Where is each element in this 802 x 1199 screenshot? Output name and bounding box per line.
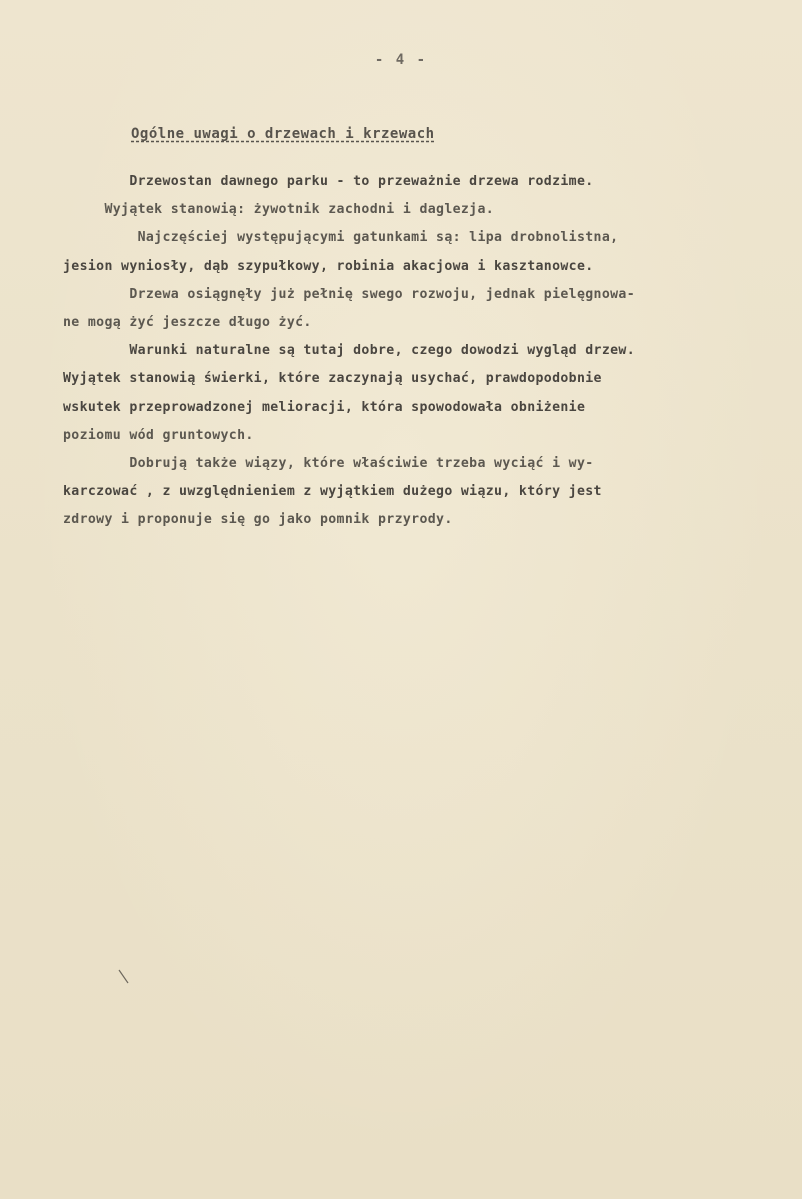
text-line: Wyjątek stanowią świerki, które zaczynają usychać, prawdopodobnie: [63, 371, 602, 387]
text-line: Najczęściej występującymi gatunkami są: lipa drobnolistna,: [63, 230, 619, 246]
text-line: poziomu wód gruntowych.: [63, 427, 254, 443]
text-line: Drzewostan dawnego parku - to przeważnie drzewa rodzime.: [63, 174, 594, 189]
body-text: [63, 168, 763, 534]
text-line: ne mogą żyć jeszcze długo żyć.: [63, 314, 312, 330]
text-line: karczować , z uwzględnieniem z wyjątkiem dużego wiązu, który jest: [63, 484, 602, 500]
pencil-mark: [117, 969, 131, 985]
text-line: Dobrują także wiązy, które właściwie trzeba wyciąć i wy-: [63, 455, 594, 471]
text-line: Wyjątek stanowią: żywotnik zachodni i daglezja.: [63, 202, 495, 218]
text-line: Warunki naturalne są tutaj dobre, czego dowodzi wygląd drzew.: [63, 343, 635, 359]
text-line: jesion wyniosły, dąb szypułkowy, robinia akacjowa i kasztanowce.: [63, 258, 594, 274]
section-heading-text: Ogólne uwagi o drzewach i krzewach: [131, 126, 435, 142]
text-line: wskutek przeprowadzonej melioracji, która spowodowała obniżenie: [63, 399, 586, 415]
page-number: - 4 -: [374, 52, 428, 68]
text-line: zdrowy i proponuje się go jako pomnik przyrody.: [63, 512, 453, 528]
text-line: Drzewa osiągnęły już pełnię swego rozwoju, jednak pielęgnowa-: [63, 286, 635, 302]
section-heading: [131, 126, 435, 142]
